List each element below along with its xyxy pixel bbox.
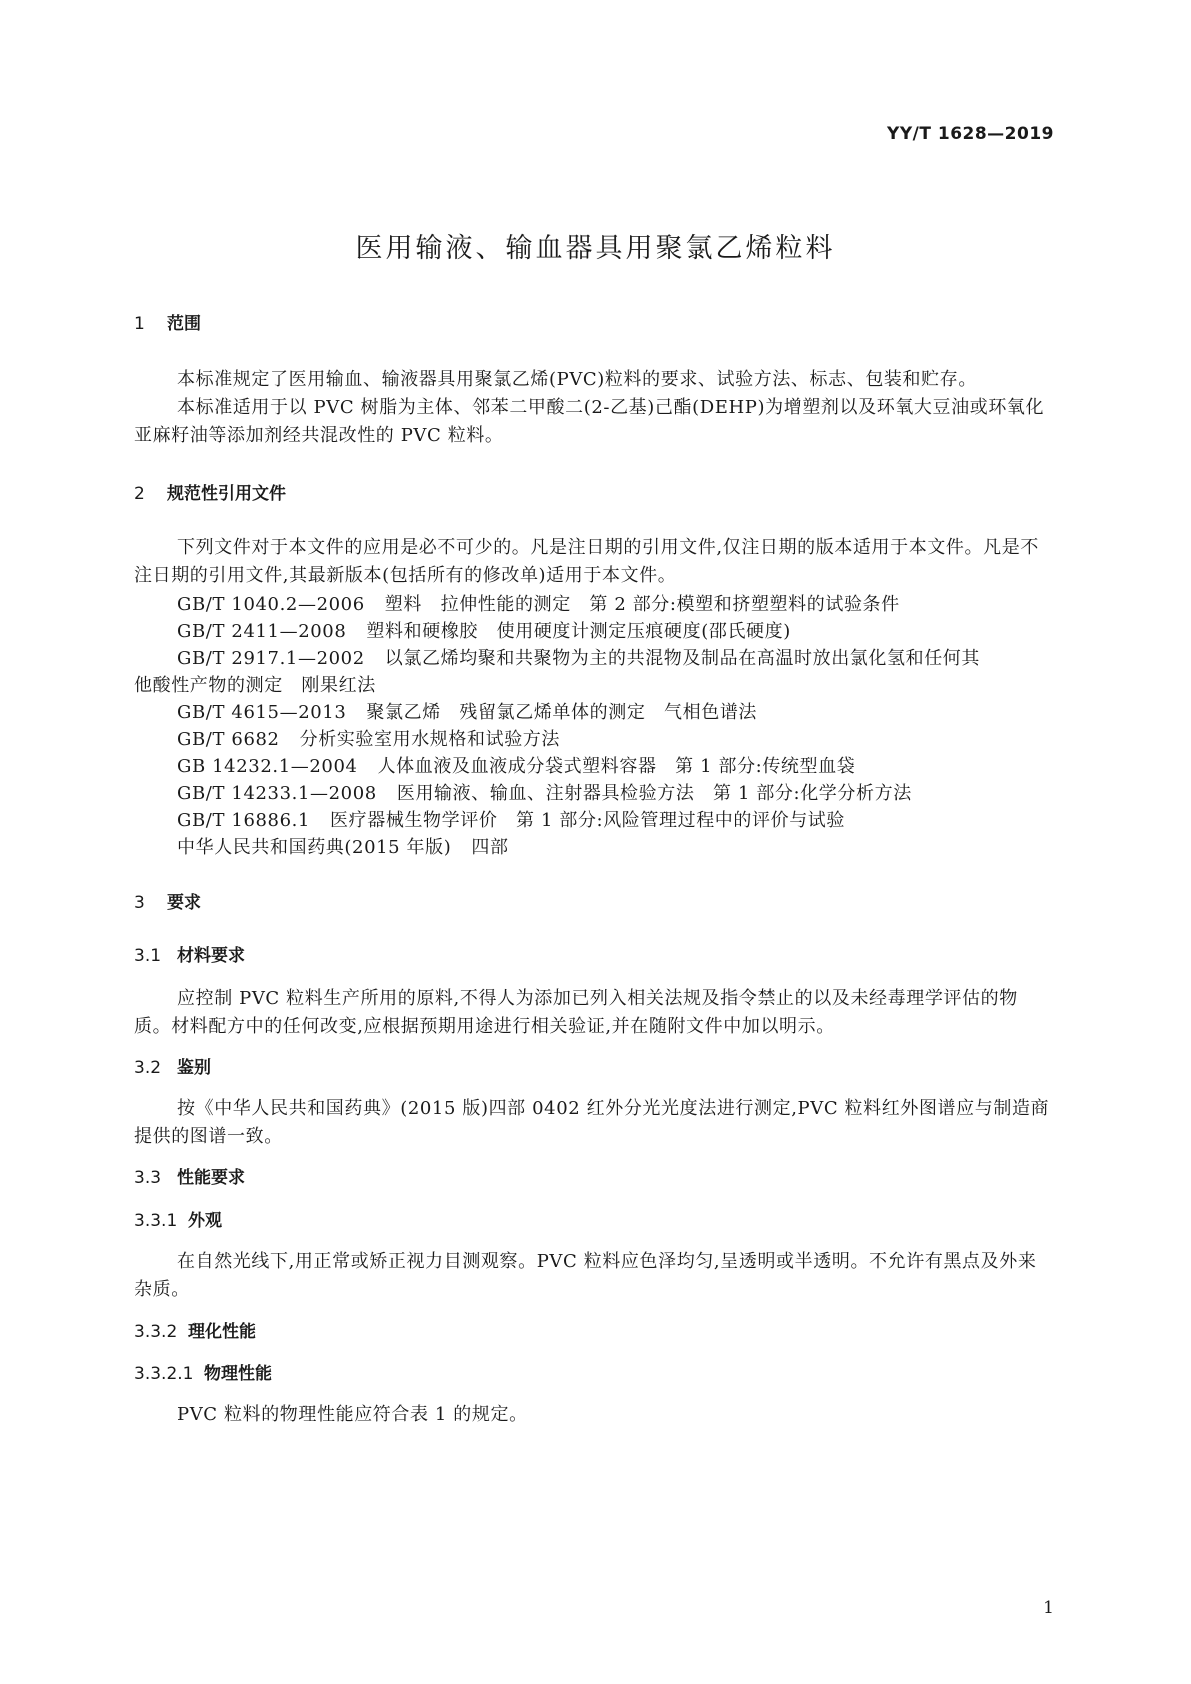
section-number: 1 (134, 314, 145, 334)
section-heading-2 (134, 479, 286, 504)
section-title: 材料要求 (177, 946, 245, 966)
section-number: 3.1 (134, 946, 162, 966)
section-number: 2 (134, 484, 145, 504)
reference-item (177, 833, 509, 859)
section-heading-3-2 (134, 1053, 211, 1078)
section-title: 理化性能 (188, 1322, 256, 1342)
section-heading-3-1 (134, 941, 245, 966)
physical-properties-paragraph: PVC 粒料的物理性能应符合表 1 的规定。 (177, 1404, 528, 1425)
reference-code: GB/T 1040.2—2006 (177, 594, 365, 615)
reference-item (177, 752, 855, 778)
reference-title: 聚氯乙烯 残留氯乙烯单体的测定 气相色谱法 (366, 702, 758, 723)
section-number: 3.3 (134, 1168, 162, 1188)
section-heading-3-3 (134, 1163, 245, 1188)
scope-paragraph-1: 本标准规定了医用输血、输液器具用聚氯乙烯(PVC)粒料的要求、试验方法、标志、包装和贮存。 (177, 369, 977, 390)
section-title: 规范性引用文件 (167, 484, 286, 504)
section-title: 鉴别 (177, 1058, 211, 1078)
reference-item (177, 644, 980, 670)
section-heading-3-3-2 (134, 1317, 256, 1342)
section-title: 要求 (167, 893, 201, 913)
appearance-paragraph: 在自然光线下,用正常或矫正视力目测观察。PVC 粒料应色泽均匀,呈透明或半透明。不允许有黑点及外来杂质。 (134, 1251, 1037, 1300)
reference-title: 以氯乙烯均聚和共聚物为主的共混物及制品在高温时放出氯化氢和任何其 (384, 648, 980, 669)
reference-title: 分析实验室用水规格和试验方法 (299, 729, 561, 750)
section-heading-1 (134, 309, 201, 334)
reference-title: 人体血液及血液成分袋式塑料容器 第 1 部分:传统型血袋 (377, 756, 856, 777)
section-title: 物理性能 (204, 1364, 272, 1384)
identification-paragraph: 按《中华人民共和国药典》(2015 版)四部 0402 红外分光光度法进行测定,PVC 粒料红外图谱应与制造商提供的图谱一致。 (134, 1098, 1050, 1147)
reference-item (177, 779, 912, 805)
document-title: 医用输液、输血器具用聚氯乙烯粒料 (355, 233, 836, 264)
reference-code: 中华人民共和国药典(2015 年版) (177, 837, 452, 858)
reference-code: GB 14232.1—2004 (177, 756, 358, 777)
section-heading-3-3-1 (134, 1206, 222, 1231)
section-number: 3 (134, 893, 145, 913)
section-title: 范围 (167, 314, 201, 334)
reference-code: GB/T 14233.1—2008 (177, 783, 377, 804)
scope-paragraph-2: 本标准适用于以 PVC 树脂为主体、邻苯二甲酸二(2-乙基)己酯(DEHP)为增塑剂以及环氧大豆油或环氧化亚麻籽油等添加剂经共混改性的 PVC 粒料。 (134, 397, 1045, 446)
section-heading-3-3-2-1 (134, 1359, 272, 1384)
section-number: 3.3.2.1 (134, 1364, 194, 1384)
reference-item (177, 590, 900, 616)
page-number: 1 (1043, 1598, 1054, 1618)
reference-code: GB/T 6682 (177, 729, 280, 750)
reference-code: GB/T 4615—2013 (177, 702, 347, 723)
section-heading-3 (134, 888, 201, 913)
reference-item (177, 617, 791, 643)
material-requirements-paragraph: 应控制 PVC 粒料生产所用的原料,不得人为添加已列入相关法规及指令禁止的以及未经毒理学评估的物质。材料配方中的任何改变,应根据预期用途进行相关验证,并在随附文件中加以明示。 (134, 988, 1018, 1037)
reference-item (177, 698, 757, 724)
reference-title: 四部 (471, 837, 509, 858)
document-code: YY/T 1628—2019 (887, 124, 1054, 144)
reference-title: 医用输液、输血、注射器具检验方法 第 1 部分:化学分析方法 (396, 783, 912, 804)
reference-code: GB/T 16886.1 (177, 810, 311, 831)
reference-code: GB/T 2917.1—2002 (177, 648, 365, 669)
reference-item-continued: 他酸性产物的测定 刚果红法 (134, 675, 376, 696)
reference-title: 塑料和硬橡胶 使用硬度计测定压痕硬度(邵氏硬度) (366, 621, 791, 642)
reference-title: 医疗器械生物学评价 第 1 部分:风险管理过程中的评价与试验 (330, 810, 846, 831)
reference-item (177, 725, 560, 751)
reference-title: 塑料 拉伸性能的测定 第 2 部分:模塑和挤塑塑料的试验条件 (384, 594, 900, 615)
reference-code: GB/T 2411—2008 (177, 621, 347, 642)
section-number: 3.3.2 (134, 1322, 178, 1342)
references-intro: 下列文件对于本文件的应用是必不可少的。凡是注日期的引用文件,仅注日期的版本适用于本文件。凡是不注日期的引用文件,其最新版本(包括所有的修改单)适用于本文件。 (134, 537, 1039, 586)
section-number: 3.3.1 (134, 1211, 178, 1231)
reference-item (177, 806, 845, 832)
section-title: 外观 (188, 1211, 222, 1231)
section-number: 3.2 (134, 1058, 162, 1078)
section-title: 性能要求 (177, 1168, 245, 1188)
